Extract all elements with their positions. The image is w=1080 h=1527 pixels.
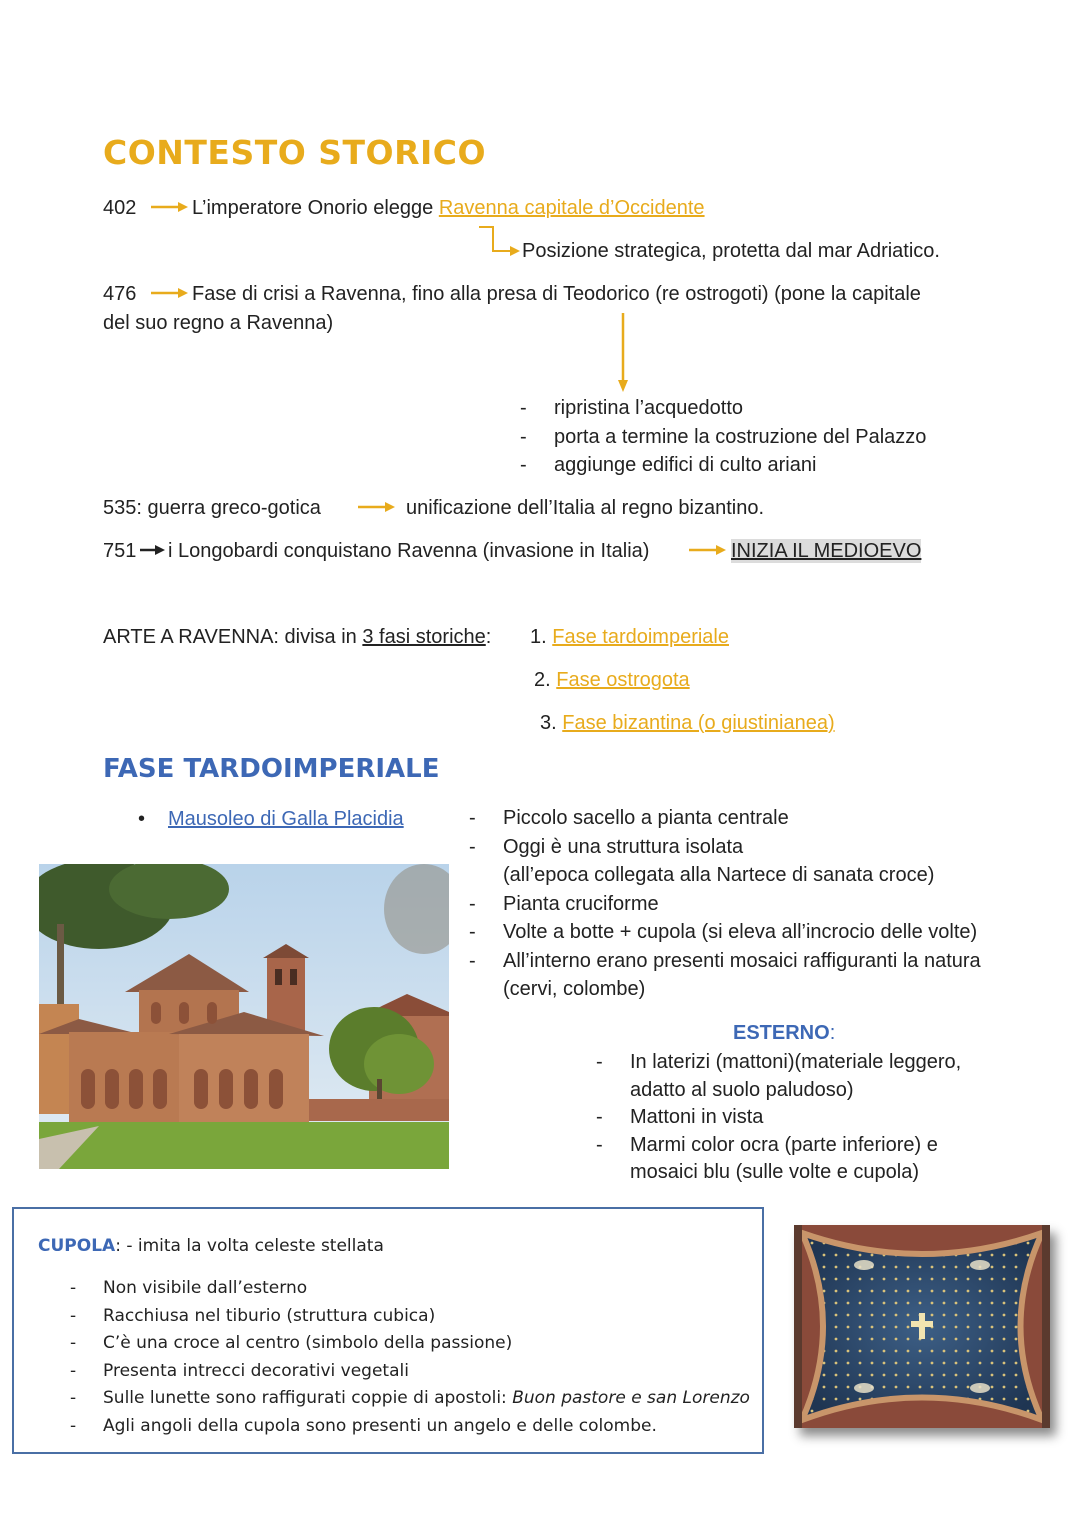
link-fase-ostrogota[interactable]: Fase ostrogota <box>556 669 690 691</box>
list-item: - All’interno erano presenti mosaici raffiguranti la natura <box>469 949 981 972</box>
mausoleo-features <box>469 806 981 1006</box>
year-476-text-cont: del suo regno a Ravenna) <box>103 312 334 334</box>
list-item: mosaici blu (sulle volte e cupola) <box>630 1161 920 1183</box>
list-item: - ripristina l’acquedotto <box>520 397 743 419</box>
year-476-text: Fase di crisi a Ravenna, fino alla presa di Teodorico (re ostrogoti) (pone la capitale <box>192 283 921 305</box>
arrow-right-icon <box>150 285 190 301</box>
year-535: 535: guerra greco-gotica <box>103 497 321 519</box>
bullet: • <box>138 808 146 830</box>
list-item: - Pianta cruciforme <box>469 892 659 915</box>
phase-item: 3. Fase bizantina (o giustinianea) <box>540 712 835 734</box>
arrow-down-icon <box>614 312 632 394</box>
list-item: - Mattoni in vista <box>596 1106 764 1128</box>
cupola-box <box>12 1207 764 1454</box>
list-item: - C’è una croce al centro (simbolo della passione) <box>70 1333 513 1353</box>
list-item: (cervi, colombe) <box>503 978 646 1000</box>
esterno-title: ESTERNO: <box>733 1022 836 1044</box>
arrow-right-icon <box>688 542 728 558</box>
inizia-medioevo-highlight: INIZIA IL MEDIOEVO <box>731 540 922 562</box>
arrow-right-icon <box>150 199 190 215</box>
phase-item: 1. Fase tardoimperiale <box>530 626 729 648</box>
cupola-list <box>70 1277 750 1442</box>
arrow-right-icon <box>139 542 167 558</box>
list-item: - Presenta intrecci decorativi vegetali <box>70 1360 409 1381</box>
mausoleo-photo <box>39 864 449 1169</box>
list-item: - Marmi color ocra (parte inferiore) e <box>596 1133 938 1156</box>
year-402-text <box>192 196 705 220</box>
list-item: - Agli angoli della cupola sono presenti un angelo e delle colombe. <box>70 1415 657 1436</box>
list-item: - aggiunge edifici di culto ariani <box>520 454 817 476</box>
cupola-heading: CUPOLA: - imita la volta celeste stellata <box>38 1236 384 1256</box>
art-intro: ARTE A RAVENNA: divisa in 3 fasi storiche: <box>103 626 492 648</box>
three-phases-underlined: 3 fasi storiche <box>362 626 486 648</box>
list-item: - Sulle lunette sono raffigurati coppie di apostoli: Buon pastore e san Lorenzo <box>70 1388 750 1408</box>
link-mausoleo-galla-placidia[interactable]: Mausoleo di Galla Placidia <box>168 808 404 830</box>
esterno-list <box>596 1050 961 1188</box>
heading-contesto-storico: CONTESTO STORICO <box>103 133 487 172</box>
arrow-right-icon <box>357 499 397 515</box>
list-item: - Piccolo sacello a pianta centrale <box>469 807 789 829</box>
list-item: - Racchiusa nel tiburio (struttura cubica) <box>70 1305 436 1326</box>
year-751: 751 <box>103 540 137 562</box>
theodoric-list <box>520 396 926 482</box>
link-ravenna-capitale[interactable]: Ravenna capitale d’Occidente <box>438 197 705 219</box>
year-402: 402 <box>103 197 137 219</box>
link-fase-bizantina[interactable]: Fase bizantina (o giustinianea) <box>562 712 835 734</box>
year-751-text: i Longobardi conquistano Ravenna (invasione in Italia) <box>168 540 650 562</box>
list-item: adatto al suolo paludoso) <box>630 1078 854 1101</box>
year-535-result: unificazione dell’Italia al regno bizantino. <box>406 497 765 519</box>
cupola-mosaic-photo <box>794 1225 1050 1428</box>
list-item: - Non visibile dall’esterno <box>70 1278 308 1298</box>
year-476: 476 <box>103 283 137 305</box>
phase-item: 2. Fase ostrogota <box>534 669 690 691</box>
list-item: - In laterizi (mattoni)(materiale leggero, <box>596 1051 962 1073</box>
heading-fase-tardoimperiale: FASE TARDOIMPERIALE <box>103 754 440 784</box>
elbow-arrow-icon <box>476 225 522 259</box>
list-item: - porta a termine la costruzione del Palazzo <box>520 425 927 448</box>
year-402-desc: L’imperatore Onorio elegge <box>192 197 434 219</box>
list-item: - Volte a botte + cupola (si eleva all’incrocio delle volte) <box>469 921 978 943</box>
year-402-note: Posizione strategica, protetta dal mar Adriatico. <box>522 240 940 262</box>
list-item: (all’epoca collegata alla Nartece di sanata croce) <box>503 864 935 886</box>
link-fase-tardoimperiale[interactable]: Fase tardoimperiale <box>552 626 729 648</box>
list-item: - Oggi è una struttura isolata <box>469 835 744 858</box>
